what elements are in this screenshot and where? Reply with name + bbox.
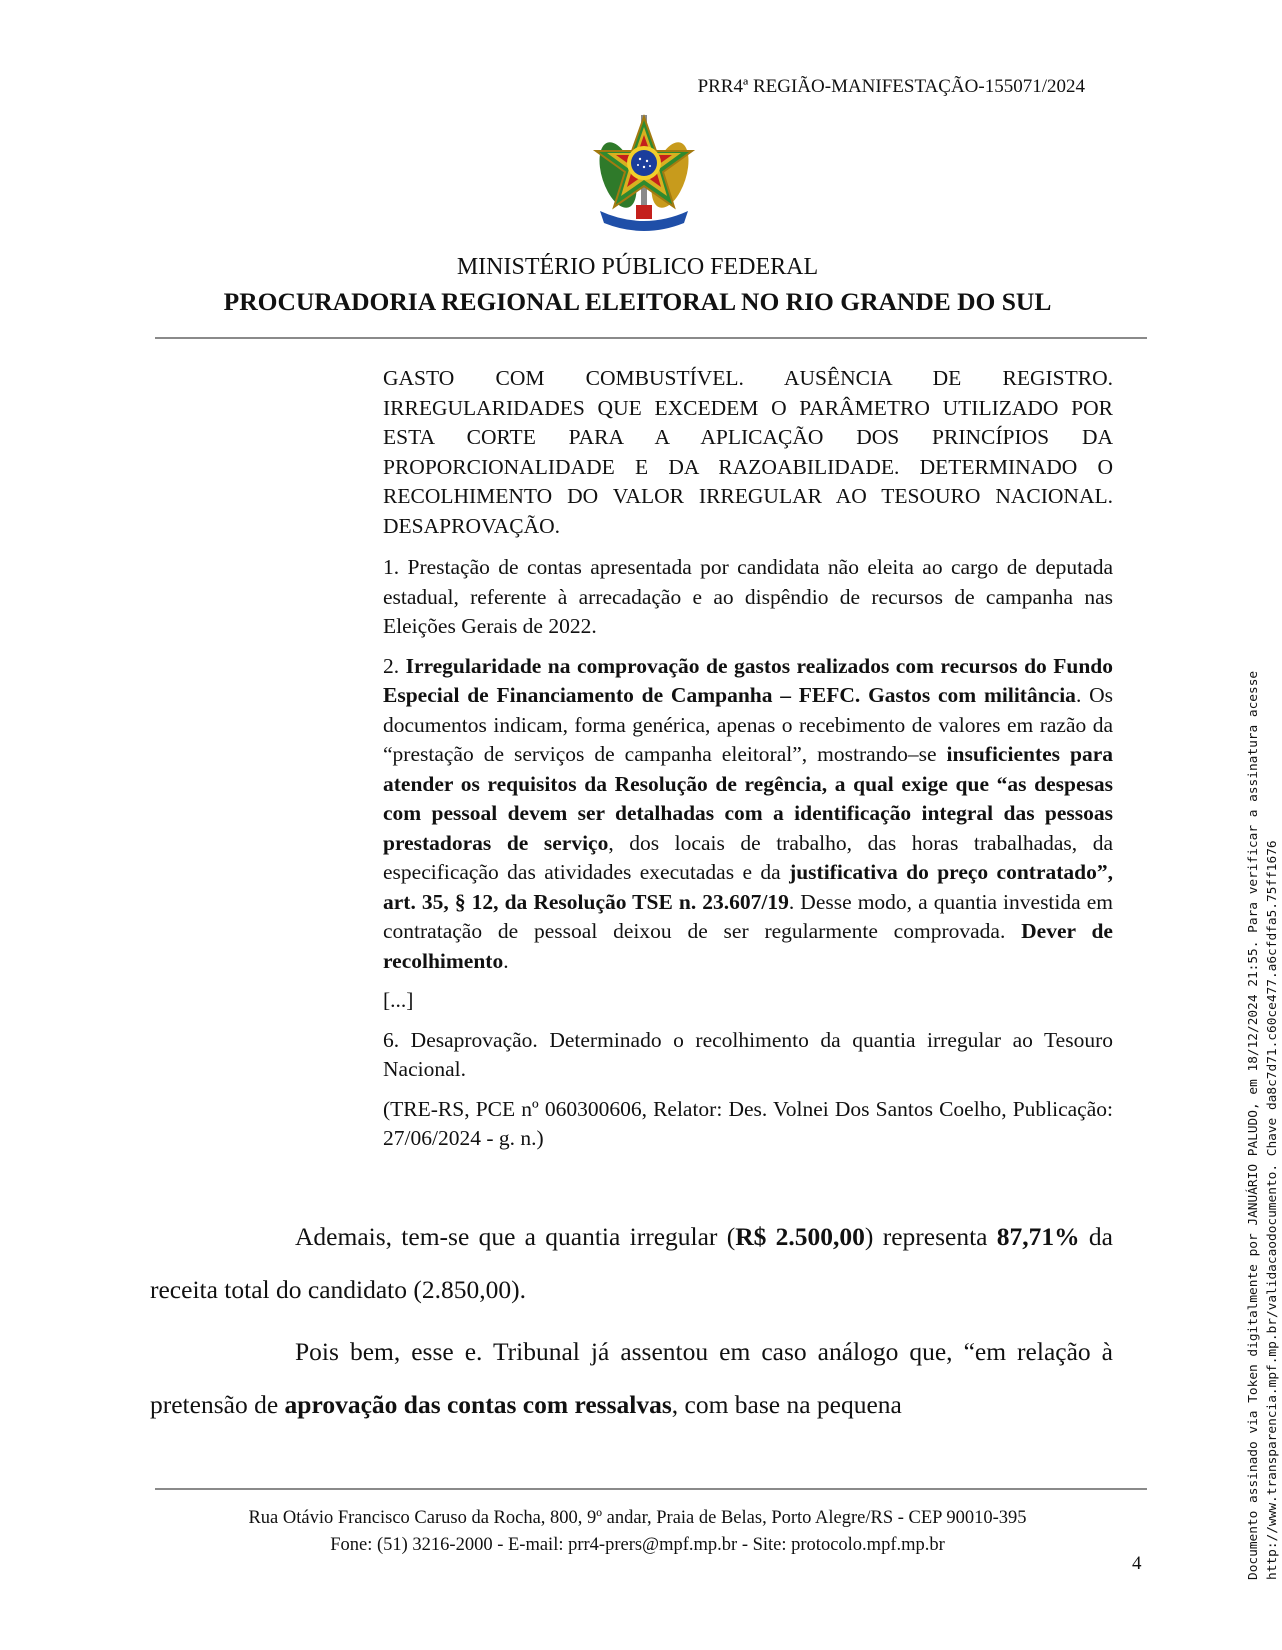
quote-ementa: GASTO COM COMBUSTÍVEL. AUSÊNCIA DE REGISTRO. IRREGULARIDADES QUE EXCEDEM O PARÂMETRO UTILIZADO POR ESTA CORTE PARA A APLICAÇÃO DOS PRINCÍPIOS DA PROPORCIONALIDADE E DA RAZOABILIDADE. DETERMINADO O RECOLHIMENTO DO VALOR IRREGULAR AO TESOURO NACIONAL. DESAPROVAÇÃO. xyxy=(383,366,1113,538)
quote-item-2-text: . Os documentos indicam, forma genérica, apenas o recebimento de valores em razão da “prestação de serviços de campanha eleitoral”, mostrando–se xyxy=(383,683,1113,766)
quote-item-2-bold: Irregularidade na comprovação de gastos realizados com recursos do Fundo Especial de Financiamento de Campanha – FEFC. Gastos com militância xyxy=(383,653,1113,707)
quote-item-2-bold: justificativa do preço contratado”, art. 35, § 12, da Resolução TSE n. 23.607/19 xyxy=(383,860,1113,914)
quote-item-6: 6. Desaprovação. Determinado o recolhimento da quantia irregular ao Tesouro Nacional. xyxy=(383,1027,1113,1081)
header-divider xyxy=(155,337,1147,339)
page-footer xyxy=(0,1505,1275,1559)
quote-item-2-text: . xyxy=(503,948,509,973)
page-number: 4 xyxy=(1132,1553,1142,1574)
office-name: PROCURADORIA REGIONAL ELEITORAL NO RIO GRANDE DO SUL xyxy=(223,287,1052,316)
body-text xyxy=(150,1210,1113,1440)
quote-item-2-text: . Desse modo, a quantia investida em contratação de pessoal deixou de ser regularmente comprovada. xyxy=(383,889,1113,943)
document-id: PRR4ª REGIÃO-MANIFESTAÇÃO-155071/2024 xyxy=(697,76,1085,97)
body-text-span: ) representa xyxy=(864,1222,997,1251)
signature-notice xyxy=(1244,410,1282,1580)
footer-divider xyxy=(155,1488,1147,1490)
body-bold-amount: R$ 2.500,00 xyxy=(735,1222,865,1251)
body-bold-phrase: aprovação das contas com ressalvas xyxy=(284,1390,672,1419)
signature-notice-line-2[interactable]: http://www.transparencia.mpf.mp.br/validacaodocumento. Chave da8c7d71.c60ce477.a6cfdfa5.75ff1676 xyxy=(1265,840,1280,1580)
quoted-jurisprudence xyxy=(383,364,1113,1164)
signature-notice-line-1: Documento assinado via Token digitalmente por JANUÁRIO PALUDO, em 18/12/2024 21:55. Para verificar a assinatura acesse xyxy=(1246,670,1261,1580)
body-paragraph-1 xyxy=(150,1210,1113,1316)
quote-ellipsis: [...] xyxy=(383,988,414,1012)
quote-item-2-bold: insuficientes para atender os requisitos da Resolução de regência, a qual exige que “as despesas com pessoal devem ser detalhadas com a identificação integral das pessoas prestadoras de serviço xyxy=(383,742,1114,855)
footer-address: Rua Otávio Francisco Caruso da Rocha, 800, 9º andar, Praia de Belas, Porto Alegre/RS - CEP 90010-395 xyxy=(248,1508,1027,1528)
footer-contact: Fone: (51) 3216-2000 - E-mail: prr4-prers@mpf.mp.br - Site: protocolo.mpf.mp.br xyxy=(330,1535,945,1555)
body-text-span: da receita total do candidato (2.850,00). xyxy=(150,1222,1113,1304)
quote-item-2-bold: Dever de recolhimento xyxy=(383,919,1113,973)
quote-item-2-text: 2. xyxy=(383,653,406,678)
body-bold-percent: 87,71% xyxy=(996,1222,1080,1251)
quote-item-2-text: , dos locais de trabalho, das horas trabalhadas, da especificação das atividades executadas e da xyxy=(383,830,1113,884)
body-text-span: , com base na pequena xyxy=(671,1390,902,1419)
ministry-name: MINISTÉRIO PÚBLICO FEDERAL xyxy=(456,254,819,280)
body-text-span: Ademais, tem-se que a quantia irregular ( xyxy=(295,1222,736,1251)
quote-citation: (TRE-RS, PCE nº 060300606, Relator: Des. Volnei Dos Santos Coelho, Publicação: 27/06/2024 - g. n.) xyxy=(383,1096,1113,1150)
quote-item-2 xyxy=(383,652,1113,977)
body-paragraph-2 xyxy=(150,1325,1113,1431)
coat-of-arms-icon xyxy=(590,113,698,235)
body-text-span: Pois bem, esse e. Tribunal já assentou em caso análogo que, “em relação à pretensão de xyxy=(150,1337,1113,1419)
quote-item-1: 1. Prestação de contas apresentada por candidata não eleita ao cargo de deputada estadual, referente à arrecadação e ao dispêndio de recursos de campanha nas Eleições Gerais de 2022. xyxy=(383,555,1113,638)
